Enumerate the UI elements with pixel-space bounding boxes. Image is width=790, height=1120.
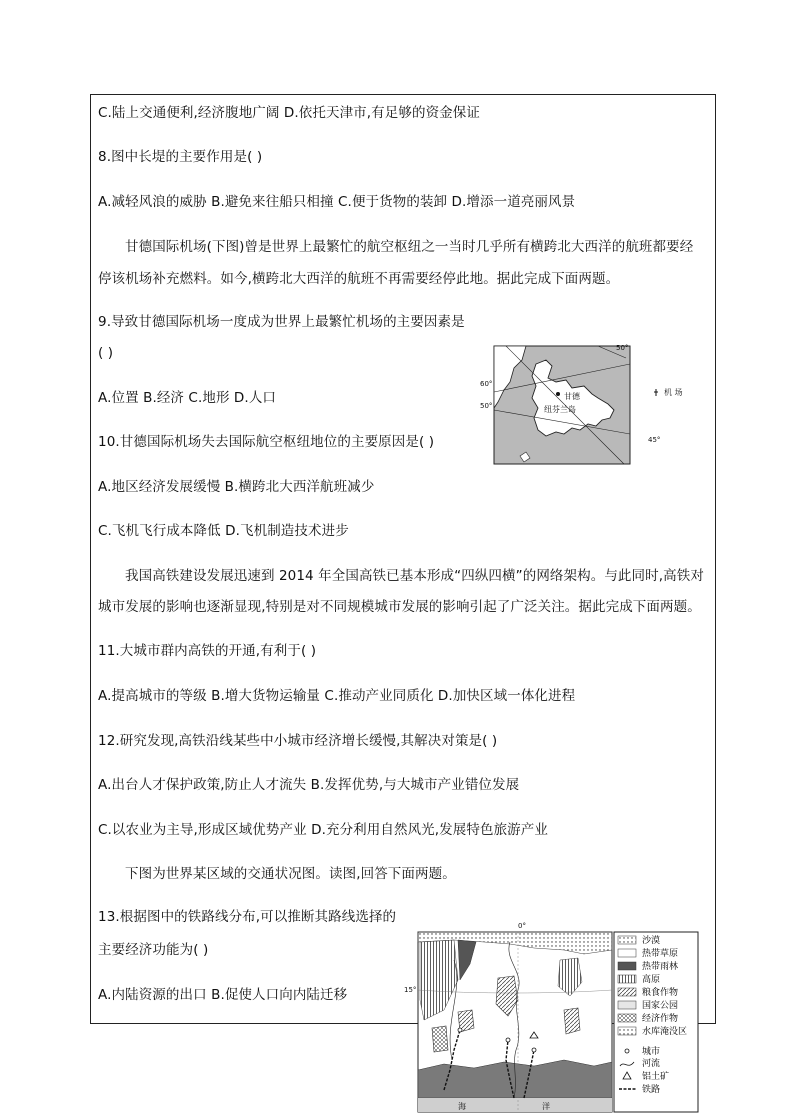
passage-transport: 下图为世界某区域的交通状况图。读图,回答下面两题。: [125, 866, 456, 882]
options-13-ab: A.内陆资源的出口 B.促使人口向内陆迁移: [98, 987, 348, 1003]
crop-zone: [564, 1008, 580, 1034]
question-8: 8.图中长堤的主要作用是( ): [98, 149, 263, 165]
airport-legend-label: 机 场: [664, 388, 683, 397]
options-12-cd: C.以农业为主导,形成区域优势产业 D.充分利用自然风光,发展特色旅游产业: [98, 822, 548, 838]
sea-label-1: 海: [458, 1102, 466, 1111]
passage-rail-1: 我国高铁建设发展迅速到 2014 年全国高铁已基本形成“四纵四横”的网络架构。与此同时,高铁对: [125, 568, 704, 584]
cash-crop-zone: [432, 1026, 448, 1052]
svg-text:热带草原: 热带草原: [642, 949, 679, 959]
svg-text:河流: 河流: [642, 1059, 661, 1069]
legend-savanna: [618, 947, 678, 959]
gander-airport-dot: [556, 392, 560, 396]
svg-text:高原: 高原: [642, 975, 661, 985]
gander-label: 甘德: [564, 392, 580, 401]
question-10: 10.甘德国际机场失去国际航空枢纽地位的主要原因是( ): [98, 434, 435, 450]
svg-text:粮食作物: 粮食作物: [642, 988, 679, 998]
sea-zone: [418, 1098, 612, 1112]
question-12: 12.研究发现,高铁沿线某些中小城市经济增长缓慢,其解决对策是( ): [98, 733, 498, 749]
question-11: 11.大城市群内高铁的开通,有利于( ): [98, 643, 317, 659]
option-line-7cd: C.陆上交通便利,经济腹地广阔 D.依托天津市,有足够的资金保证: [98, 105, 480, 121]
question-13: 13.根据图中的铁路线分布,可以推断其路线选择的: [98, 909, 397, 925]
island-label: 纽芬兰岛: [544, 405, 576, 414]
legend-cash-crops: [618, 1012, 678, 1024]
gander-map-svg: [476, 338, 702, 468]
legend-rainforest: [618, 960, 678, 972]
sea-label-2: 洋: [542, 1102, 550, 1111]
legend-food-crops: [618, 986, 678, 998]
passage-gander-2: 停该机场补充燃料。如今,横跨北大西洋的航班不再需要经停此地。据此完成下面两题。: [98, 271, 620, 287]
lon-0-label: 0°: [518, 922, 526, 930]
options-12-ab: A.出台人才保护政策,防止人才流失 B.发挥优势,与大城市产业错位发展: [98, 777, 520, 793]
question-9-paren: ( ): [98, 345, 114, 361]
question-9: 9.导致甘德国际机场一度成为世界上最繁忙机场的主要因素是: [98, 314, 465, 330]
lat-50-top-label: 50°: [616, 344, 629, 352]
lat-50-left-label: 50°: [480, 402, 493, 410]
passage-rail-2: 城市发展的影响也逐渐显现,特别是对不同规模城市发展的影响引起了广泛关注。据此完成下面两题。: [98, 599, 701, 615]
svg-text:铝土矿: 铝土矿: [642, 1072, 670, 1082]
lat-45-label: 45°: [648, 436, 661, 444]
legend-national-park: [618, 999, 678, 1011]
africa-map-svg: [404, 920, 702, 1116]
passage-gander-1: 甘德国际机场(下图)曾是世界上最繁忙的航空枢纽之一当时几乎所有横跨北大西洋的航班都要经: [125, 239, 694, 255]
options-8: A.减轻风浪的威胁 B.避免来往船只相撞 C.便于货物的装卸 D.增添一道亮丽风景: [98, 194, 576, 210]
options-10-cd: C.飞机飞行成本降低 D.飞机制造技术进步: [98, 523, 349, 539]
svg-text:热带雨林: 热带雨林: [642, 962, 679, 972]
options-9: A.位置 B.经济 C.地形 D.人口: [98, 390, 277, 406]
svg-text:经济作物: 经济作物: [642, 1014, 679, 1024]
svg-text:水库淹没区: 水库淹没区: [642, 1027, 688, 1037]
options-11: A.提高城市的等级 B.增大货物运输量 C.推动产业同质化 D.加快区域一体化进程: [98, 688, 576, 704]
question-frame: [90, 94, 716, 1024]
gander-map: [476, 338, 702, 468]
lat-15-label: 15°: [404, 986, 417, 994]
svg-text:铁路: 铁路: [642, 1085, 661, 1095]
svg-text:城市: 城市: [642, 1047, 661, 1057]
legend-reservoir: [618, 1025, 687, 1037]
options-10-ab: A.地区经济发展缓慢 B.横跨北大西洋航班减少: [98, 479, 375, 495]
africa-transport-map: [404, 920, 702, 1116]
lat-60-label: 60°: [480, 380, 493, 388]
svg-text:国家公园: 国家公园: [642, 1001, 679, 1011]
question-13-cont: 主要经济功能为( ): [98, 942, 209, 958]
svg-text:沙漠: 沙漠: [642, 936, 661, 946]
